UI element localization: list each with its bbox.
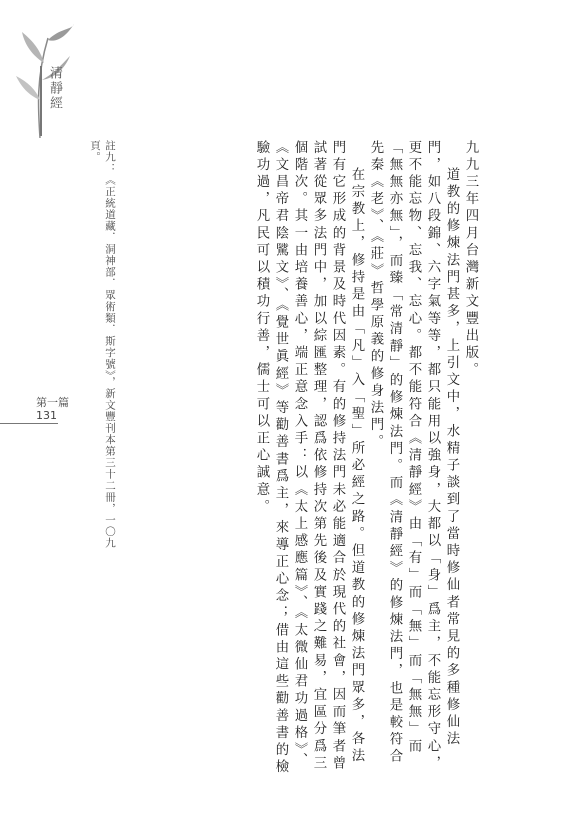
paragraph: 九九三年四月台灣新文豐出版。 [463,140,478,380]
divider [0,423,58,424]
section-label: 第一篇 [36,396,69,409]
book-title: 清靜經 [40,66,64,136]
paragraph: 在宗教上，修持是由「凡」入「聖」所必經之路。但道教的修煉法門眾多，各法門有它形成的背景及時代因素。有的修持法門未必能適合於現代的社會，因而筆者曾試著從眾多法門中，加以綜匯整理，認爲依修持次第先後及實踐之難易，宜區分爲三個階次。其一由培養善心，端正意念入手：以《太上感應篇》、《太微仙君功過格》、《文昌帝君陰騭文》、《覺世眞經》等勸善書爲主，來導正心念；借由這些勸善書的檢驗功過，凡民可以積功行善，儒士可以正心誠意。 [254,140,364,777]
main-text [170,140,480,780]
page-number: 131 [36,409,57,422]
paragraph: 道教的修煉法門甚多，上引文中，水精子談到了當時修仙者常見的多種修仙法門，如八段錦、六字氣等等，都只能用以強身，大都以「身」爲主，不能忘形守心，更不能忘物、忘我、忘心。都不能符合《清靜經》由「有」而「無」而「無無」而「無無亦無」，而臻「常清靜」的修煉法門。而《清靜經》的修煉法門，也是較符合先秦《老》、《莊》哲學原義的修身法門。 [368,140,459,773]
footnote: 註九：《正統道藏．洞神部．眾術類．斯字號》，新文豐刊本第三十二冊，一〇九頁。 [89,140,116,549]
